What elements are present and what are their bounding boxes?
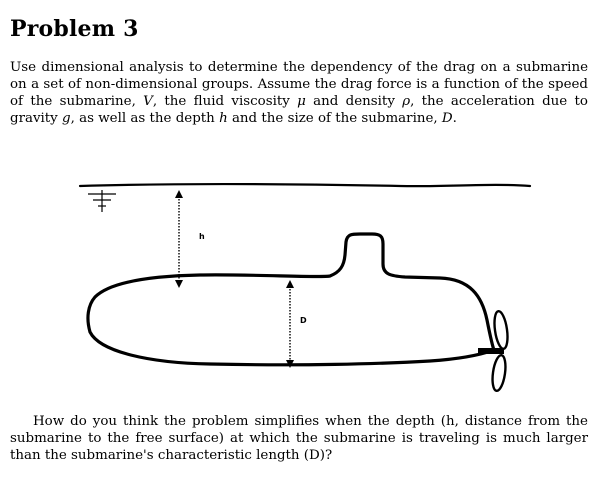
question-text: How do you think the problem simplifies when the depth (h, distance from the submarine to the free surface) at which the submarine is traveling is much larger than the submarine's characteristic length (D)? (10, 414, 588, 463)
depth-label: h (199, 232, 205, 241)
problem-title: Problem 3 (10, 16, 139, 42)
submarine-hull (88, 234, 494, 365)
propeller-blade-bottom (491, 354, 508, 391)
propeller-blade-top (492, 310, 509, 349)
propeller-shaft (478, 348, 504, 354)
depth-arrow (175, 190, 183, 288)
water-surface-symbol (88, 190, 116, 212)
free-surface-line (80, 184, 530, 186)
problem-statement: Use dimensional analysis to determine the dependency of the drag on a submarine on a set of non-dimensional groups. Assume the drag force is a function of the speed of the submarine, V, the fluid viscosity μ and density ρ, the acceleration due to gravity g, as well as the depth h and the size of the submarine, D. (10, 60, 588, 126)
size-label: D (300, 316, 307, 325)
submarine-diagram (0, 170, 606, 410)
size-arrow (286, 280, 294, 368)
